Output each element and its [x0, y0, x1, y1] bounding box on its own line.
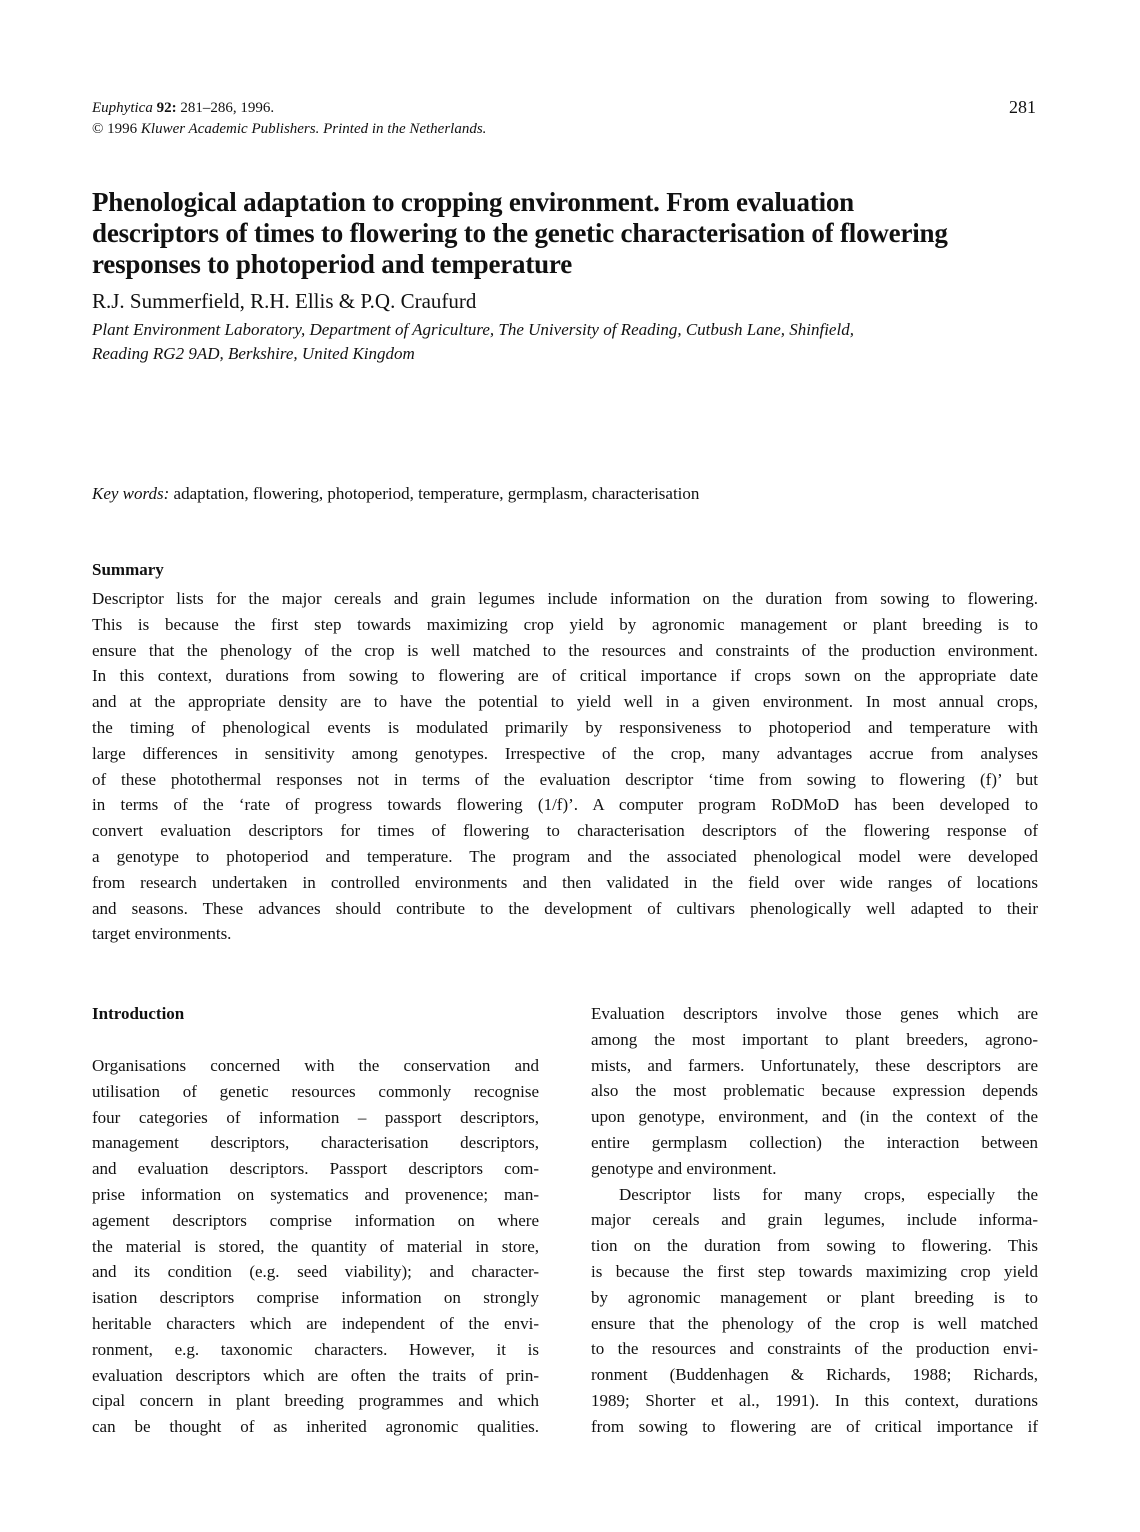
- intro-line: to the resources and constraints of the production envi-: [591, 1339, 1038, 1359]
- copyright-line: [92, 119, 486, 140]
- title-line: responses to photoperiod and temperature: [92, 249, 573, 279]
- intro-line: prise information on systematics and provenence; man-: [92, 1184, 539, 1204]
- author-list: R.J. Summerfield, R.H. Ellis & P.Q. Craufurd: [92, 289, 477, 313]
- intro-line: major cereals and grain legumes, include informa-: [591, 1210, 1038, 1230]
- keywords-label: Key words:: [92, 484, 170, 503]
- summary-line: of these photothermal responses not in terms of the evaluation descriptor ‘time from sowing to flowering (f)’ but: [92, 769, 1038, 789]
- intro-line: ensure that the phenology of the crop is well matched: [591, 1313, 1038, 1333]
- introduction-heading: Introduction: [92, 1004, 185, 1023]
- intro-right-column: [591, 1001, 1038, 1440]
- intro-line: is because the first step towards maximizing crop yield: [591, 1261, 1038, 1281]
- summary-line: Descriptor lists for the major cereals and grain legumes include information on the duration from sowing to flowering.: [92, 589, 1038, 608]
- page-number: 281: [1009, 97, 1036, 117]
- intro-line: the material is stored, the quantity of material in store,: [92, 1236, 539, 1256]
- intro-line: also the most problematic because expression depends: [591, 1081, 1038, 1101]
- summary-line: large differences in sensitivity among genotypes. Irrespective of the crop, many advantages accrue from analyses: [92, 743, 1038, 763]
- affiliation-line: Reading RG2 9AD, Berkshire, United Kingdom: [92, 344, 415, 363]
- summary-line: This is because the first step towards maximizing crop yield by agronomic management or plant breeding is to: [92, 614, 1038, 634]
- intro-line: agement descriptors comprise information on where: [92, 1210, 539, 1230]
- intro-line: ronment (Buddenhagen & Richards, 1988; Richards,: [591, 1365, 1038, 1385]
- intro-line: entire germplasm collection) the interaction between: [591, 1132, 1038, 1152]
- summary-line: target environments.: [92, 924, 232, 944]
- title-line: Phenological adaptation to cropping environment. From evaluation: [92, 187, 854, 217]
- summary-line: from research undertaken in controlled environments and then validated in the field over wide ranges of locations: [92, 872, 1038, 892]
- intro-line: tion on the duration from sowing to flowering. This: [591, 1236, 1038, 1256]
- summary-body: [92, 586, 1038, 947]
- intro-line: and its condition (e.g. seed viability); and character-: [92, 1262, 539, 1282]
- keywords-text: adaptation, flowering, photoperiod, temperature, germplasm, characterisation: [173, 484, 700, 503]
- intro-line: genotype and environment.: [591, 1158, 777, 1178]
- intro-line: ronment, e.g. taxonomic characters. However, it is: [92, 1339, 539, 1359]
- intro-line: 1989; Shorter et al., 1991). In this context, durations: [591, 1390, 1038, 1410]
- summary-line: the timing of phenological events is modulated primarily by responsiveness to photoperiod and temperature with: [92, 717, 1038, 737]
- journal-volume: 92:: [156, 100, 177, 116]
- intro-line: Descriptor lists for many crops, especially the: [619, 1184, 1038, 1204]
- publisher-notice: Kluwer Academic Publishers. Printed in the Netherlands.: [140, 121, 487, 137]
- summary-line: convert evaluation descriptors for times of flowering to characterisation descriptors of the flowering response of: [92, 821, 1038, 841]
- title-line: descriptors of times to flowering to the genetic characterisation of flowering: [92, 218, 948, 248]
- summary-line: a genotype to photoperiod and temperature. The program and the associated phenological model were developed: [92, 846, 1038, 866]
- intro-line: evaluation descriptors which are often the traits of prin-: [92, 1365, 539, 1385]
- intro-line: management descriptors, characterisation descriptors,: [92, 1133, 539, 1153]
- intro-line: mists, and farmers. Unfortunately, these descriptors are: [591, 1055, 1038, 1075]
- intro-left-column: [92, 1053, 539, 1440]
- intro-line: can be thought of as inherited agronomic qualities.: [92, 1417, 539, 1437]
- intro-line: utilisation of genetic resources commonly recognise: [92, 1081, 539, 1101]
- summary-line: in terms of the ‘rate of progress towards flowering (1/f)’. A computer program RoDMoD has been developed to: [92, 795, 1038, 815]
- intro-line: cipal concern in plant breeding programmes and which: [92, 1391, 539, 1411]
- paper-title: [92, 187, 1052, 280]
- intro-line: Evaluation descriptors involve those genes which are: [591, 1004, 1038, 1023]
- journal-header: [92, 98, 486, 140]
- journal-pages: 281–286, 1996.: [180, 100, 275, 116]
- summary-line: In this context, durations from sowing to flowering are of critical importance if crops sown on the appropriate date: [92, 666, 1038, 686]
- intro-line: from sowing to flowering are of critical importance if: [591, 1416, 1038, 1436]
- affiliation: [92, 318, 1052, 366]
- summary-line: ensure that the phenology of the crop is well matched to the resources and constraints of the production environment.: [92, 640, 1038, 660]
- summary-heading: Summary: [92, 560, 164, 579]
- keywords: [92, 484, 699, 504]
- intro-line: and evaluation descriptors. Passport descriptors com-: [92, 1159, 539, 1179]
- citation-line: [92, 98, 486, 119]
- intro-line: among the most important to plant breeders, agrono-: [591, 1029, 1038, 1049]
- copyright-symbol: ©: [92, 121, 104, 137]
- intro-line: by agronomic management or plant breeding is to: [591, 1287, 1038, 1307]
- copyright-year: 1996: [107, 121, 138, 137]
- intro-line: Organisations concerned with the conservation and: [92, 1056, 539, 1075]
- summary-line: and at the appropriate density are to have the potential to yield well in a given environment. In most annual crops,: [92, 692, 1038, 712]
- journal-name: Euphytica: [92, 100, 153, 116]
- intro-line: four categories of information – passport descriptors,: [92, 1107, 539, 1127]
- summary-line: and seasons. These advances should contribute to the development of cultivars phenologically well adapted to their: [92, 898, 1038, 918]
- affiliation-line: Plant Environment Laboratory, Department of Agriculture, The University of Reading, Cutbush Lane, Shinfield,: [92, 320, 854, 339]
- intro-line: upon genotype, environment, and (in the context of the: [591, 1107, 1038, 1127]
- intro-line: isation descriptors comprise information on strongly: [92, 1288, 539, 1308]
- intro-line: heritable characters which are independent of the envi-: [92, 1313, 539, 1333]
